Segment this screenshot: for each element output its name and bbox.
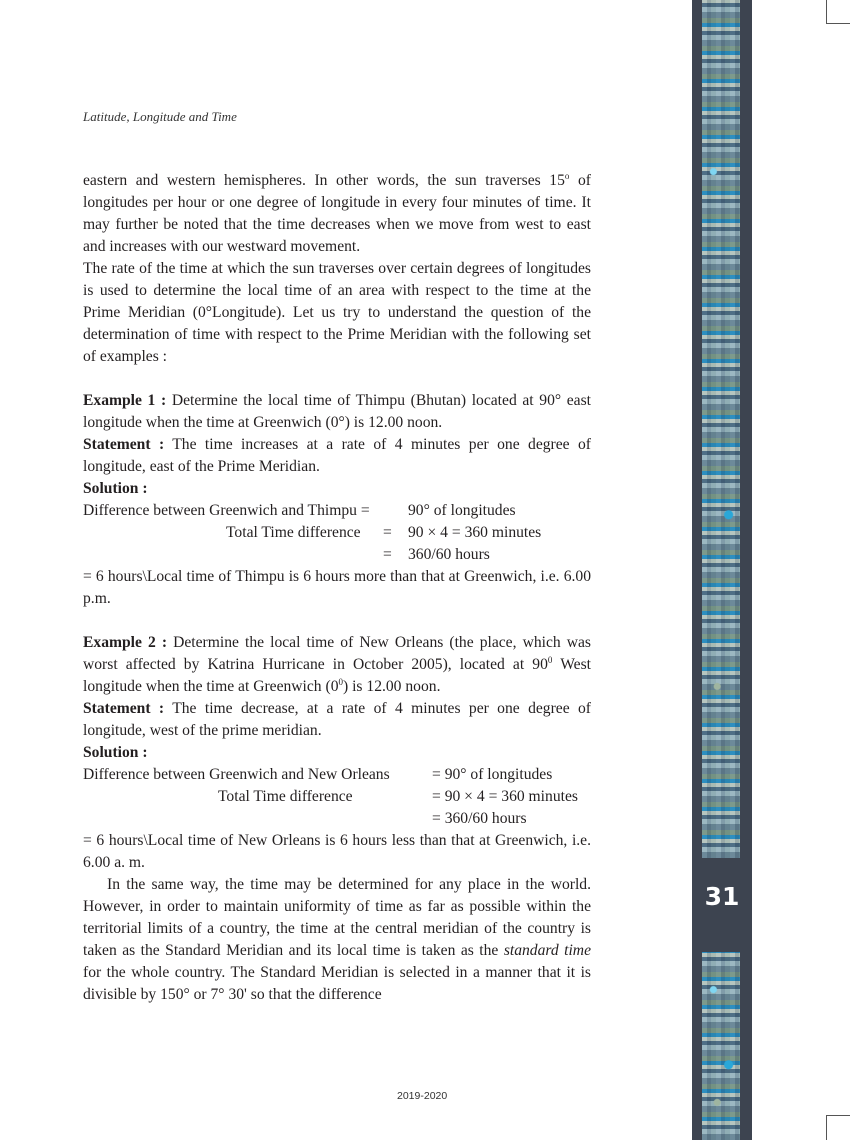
calc-value: 90 × 4 = 360 minutes <box>408 524 542 541</box>
example-2 <box>83 632 591 874</box>
calc-label: Total Time difference <box>218 788 353 805</box>
statement-label: Statement : <box>83 436 165 453</box>
paragraph-text: eastern and western hemispheres. In other words, the sun traverses 15 <box>83 172 565 189</box>
example-1-conclusion: = 6 hours\Local time of Thimpu is 6 hours more than that at Greenwich, i.e. 6.00 p.m. <box>83 568 591 607</box>
crop-mark-top <box>826 0 850 24</box>
satellite-image-strip-bottom <box>702 952 740 1140</box>
paragraph-rate-of-time: The rate of the time at which the sun traverses over certain degrees of longitudes is used to determine the local time of an area with respect to the time at the Prime Meridian (0°Longitude). Let us try to understand the question of the determination of time with respect to the Prime Meridian with the following set of examples : <box>83 260 591 365</box>
calc-value: 90° of longitudes <box>408 502 516 519</box>
paragraph-hemispheres <box>83 170 591 258</box>
example-1 <box>83 390 591 610</box>
statement-text: The time decrease, at a rate of 4 minutes per one degree of longitude, west of the prime meridian. <box>83 700 592 739</box>
example-1-calc-row-2 <box>83 522 591 544</box>
degree-superscript: 0 <box>338 677 343 687</box>
example-2-text: ) is 12.00 noon. <box>343 678 441 695</box>
crop-mark-bottom <box>826 1115 850 1140</box>
degree-superscript: 0 <box>547 655 553 665</box>
running-head: Latitude, Longitude and Time <box>83 109 237 124</box>
example-1-solution-label <box>83 478 591 500</box>
paragraph-text: of longitudes per hour or one degree of longitude in every four minutes of time. It may further be noted that the time decreases when we move from west to east and increases with our westward movement. <box>83 172 591 255</box>
example-1-label: Example 1 : <box>83 392 167 409</box>
example-2-text: Determine the local time of New Orleans (the place, which was worst affected by Katrina Hurricane in October 2005), located at 90 <box>83 634 591 673</box>
calc-label: Total Time difference <box>226 524 361 541</box>
solution-label: Solution : <box>83 744 148 761</box>
example-1-statement <box>83 434 591 478</box>
calc-value: = 90° of longitudes <box>432 766 553 783</box>
example-2-label: Example 2 : <box>83 634 168 651</box>
paragraph-text: In the same way, the time may be determined for any place in the world. However, in order to maintain uniformity of time as far as possible within the territorial limits of a country, the time at the central meridian of the country is taken as the Standard Meridian and its local time is taken as the <box>83 876 591 959</box>
example-2-statement <box>83 698 591 742</box>
statement-label: Statement : <box>83 700 165 717</box>
calc-equals: = <box>383 524 392 541</box>
example-2-solution-label <box>83 742 591 764</box>
example-2-conclusion: = 6 hours\Local time of New Orleans is 6 hours less than that at Greenwich, i.e. 6.00 a. m. <box>83 832 591 871</box>
spacer <box>83 368 591 390</box>
degree-superscript: o <box>564 171 570 181</box>
paragraph-text: for the whole country. The Standard Meridian is selected in a manner that it is divisible by 150° or 7° 30' so that the difference <box>83 964 591 1003</box>
calc-value: = 90 × 4 = 360 minutes <box>432 788 578 805</box>
example-2-question <box>83 632 591 698</box>
page-body <box>83 170 591 1006</box>
satellite-image-strip-top <box>702 0 740 858</box>
example-2-text: West longitude when the time at Greenwich (0 <box>83 656 591 695</box>
footer-year: 2019-2020 <box>397 1090 448 1102</box>
standard-time-term: standard time <box>503 942 591 959</box>
paragraph-standard-meridian <box>83 874 591 1006</box>
calc-value: 360/60 hours <box>408 546 490 563</box>
solution-label: Solution : <box>83 480 148 497</box>
calc-value: = 360/60 hours <box>432 810 527 827</box>
example-1-question <box>83 390 591 434</box>
spacer <box>83 610 591 632</box>
example-1-calc-row-3 <box>83 544 591 566</box>
example-1-calc-row-1 <box>83 500 591 522</box>
calc-label: Difference between Greenwich and Thimpu = <box>83 502 370 519</box>
example-2-calc-row-1 <box>83 764 591 786</box>
example-2-calc-row-3 <box>83 808 591 830</box>
example-2-calc-row-2 <box>83 786 591 808</box>
page-number: 31 <box>704 882 740 911</box>
statement-text: The time increases at a rate of 4 minutes per one degree of longitude, east of the Prime Meridian. <box>83 436 591 475</box>
example-1-text: Determine the local time of Thimpu (Bhutan) located at 90° east longitude when the time at Greenwich (0°) is 12.00 noon. <box>83 392 591 431</box>
calc-equals: = <box>383 546 392 563</box>
calc-label: Difference between Greenwich and New Orleans <box>83 766 390 783</box>
